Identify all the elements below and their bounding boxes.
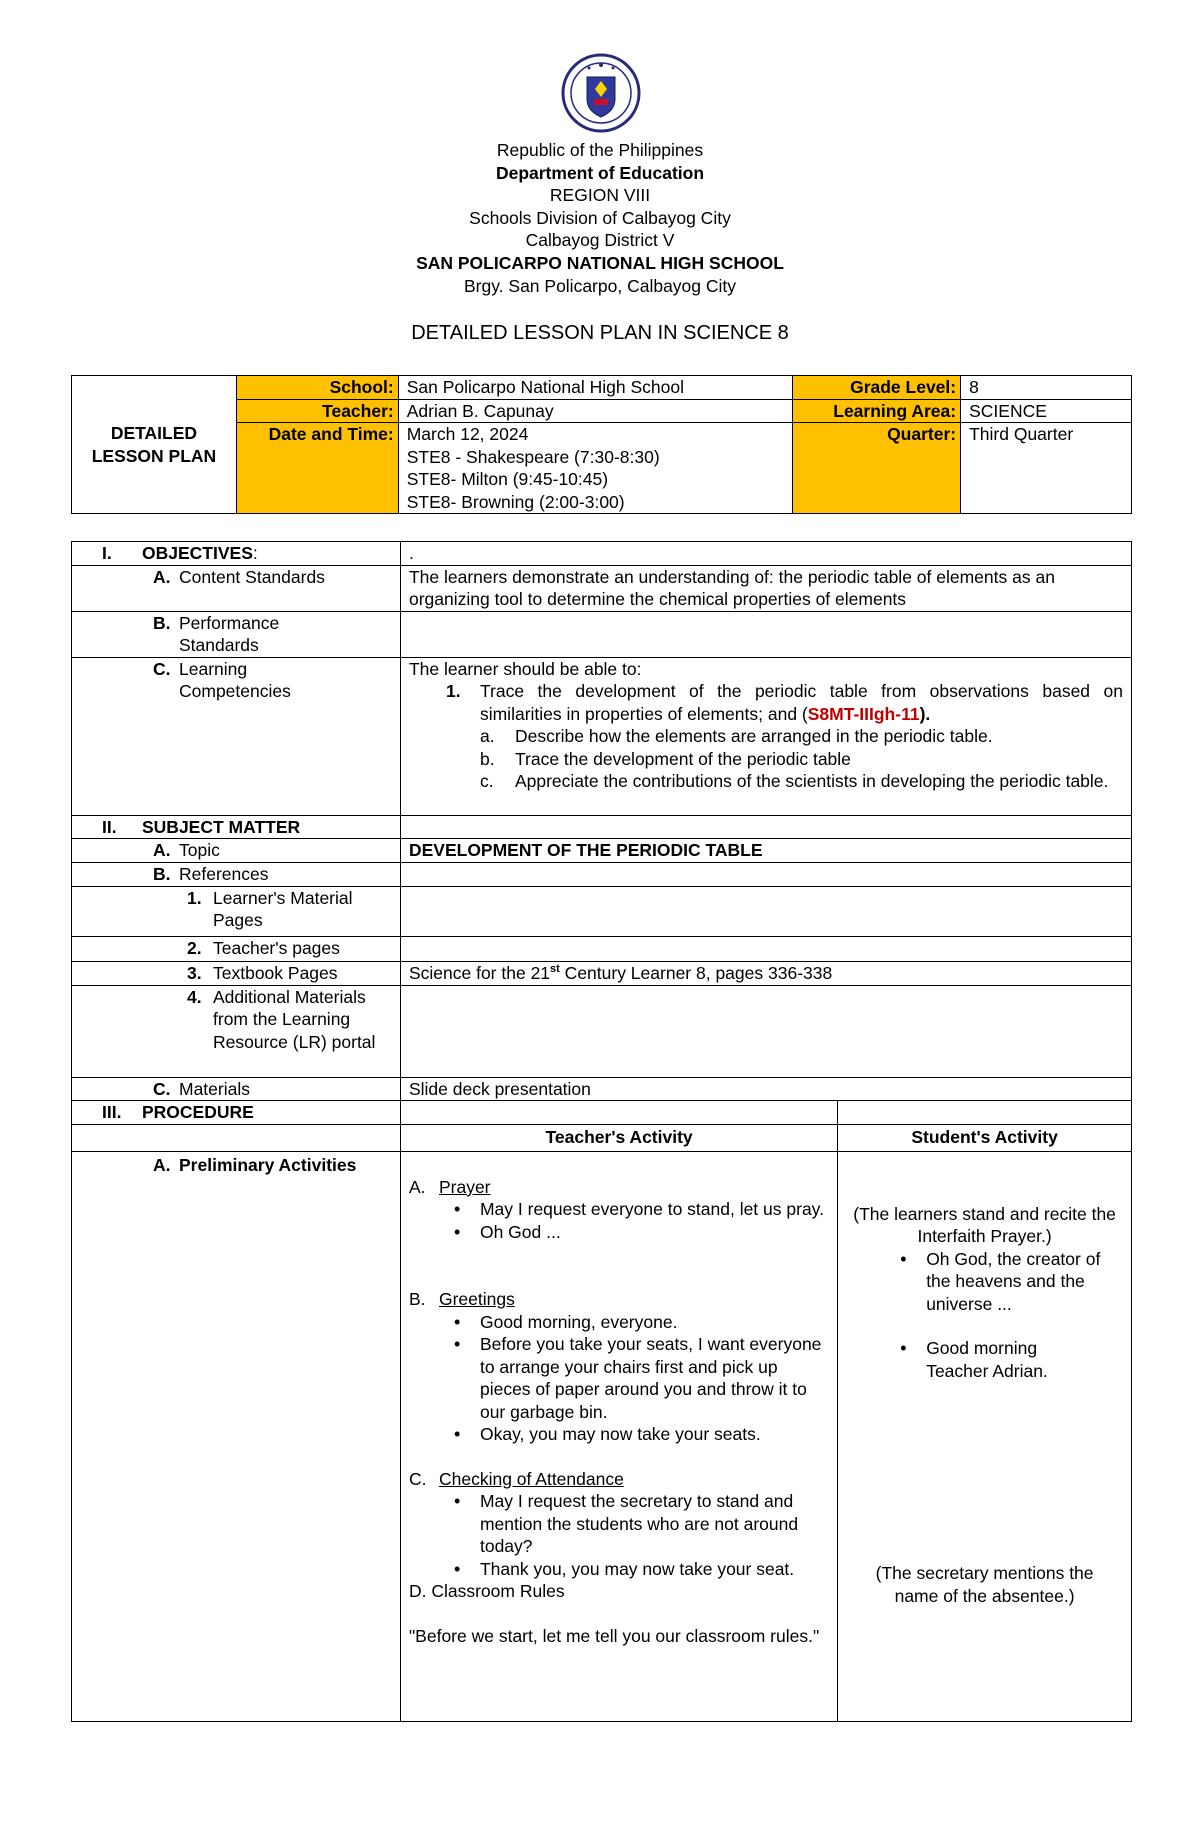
preliminary-activities-label bbox=[72, 1151, 401, 1721]
references-letter: B. bbox=[153, 864, 171, 884]
list-item: • Before you take your seats, I want everyone to arrange your chairs first and pick up pieces of paper around you and throw it to our garbage bin. bbox=[440, 1333, 829, 1423]
competency-close: ). bbox=[919, 703, 931, 724]
content-standards-letter: A. bbox=[153, 566, 171, 587]
list-item: • Oh God ... bbox=[440, 1221, 829, 1244]
student-activity-head: Student's Activity bbox=[838, 1124, 1132, 1151]
procedure-blank-student bbox=[838, 1101, 1132, 1125]
references-value bbox=[400, 863, 1131, 887]
list-item: • Good morning, everyone. bbox=[440, 1311, 829, 1334]
procedure-heading bbox=[72, 1101, 401, 1125]
header-line-district: Calbayog District V bbox=[525, 230, 675, 250]
materials-letter: C. bbox=[153, 1078, 171, 1099]
topic-letter: A. bbox=[153, 840, 171, 860]
textbook-pages-num: 3. bbox=[187, 962, 202, 983]
area-value: SCIENCE bbox=[961, 399, 1132, 423]
school-value: San Policarpo National High School bbox=[398, 376, 793, 400]
competency-text bbox=[480, 680, 1123, 725]
greetings-title: Greetings bbox=[438, 1289, 515, 1309]
rules-heading: D. Classroom Rules bbox=[408, 1581, 565, 1601]
objectives-value: . bbox=[400, 542, 1131, 566]
attendance-heading bbox=[409, 1468, 829, 1491]
greetings-heading bbox=[409, 1288, 829, 1311]
page-title: DETAILED LESSON PLAN IN SCIENCE 8 bbox=[411, 322, 789, 344]
prayer-title: Prayer bbox=[438, 1176, 491, 1197]
activity-head-blank bbox=[72, 1124, 401, 1151]
additional-materials-num: 4. bbox=[187, 986, 202, 1007]
procedure-blank-teacher bbox=[400, 1101, 837, 1125]
performance-standards-letter: B. bbox=[153, 612, 171, 633]
header-line-address: Brgy. San Policarpo, Calbayog City bbox=[463, 276, 737, 296]
preliminary-text: Preliminary Activities bbox=[179, 1154, 357, 1175]
student-prayer-note: (The learners stand and recite the Interfaith Prayer.) bbox=[853, 1203, 1116, 1246]
learning-competencies-label bbox=[72, 657, 401, 815]
greetings-letter: B. bbox=[408, 1289, 426, 1309]
info-table bbox=[71, 375, 1132, 514]
attendance-letter: C. bbox=[408, 1468, 427, 1489]
sub-objective-text: Describe how the elements are arranged in the periodic table. bbox=[514, 726, 993, 746]
sub-objective-letter: b. bbox=[479, 748, 495, 769]
subject-num: II. bbox=[102, 816, 117, 837]
greetings-list bbox=[409, 1311, 829, 1446]
textbook-pages-label bbox=[72, 961, 401, 985]
teacher-activity-head: Teacher's Activity bbox=[400, 1124, 837, 1151]
student-greeting-list bbox=[846, 1337, 1123, 1382]
list-item: • May I request the secretary to stand and mention the students who are not around today? bbox=[440, 1490, 829, 1558]
teacher-value: Adrian B. Capunay bbox=[398, 399, 793, 423]
date-label: Date and Time: bbox=[236, 423, 398, 514]
date-line: STE8 - Shakespeare (7:30-8:30) bbox=[406, 446, 660, 467]
list-item: • Good morning Teacher Adrian. bbox=[886, 1337, 1123, 1382]
quarter-value: Third Quarter bbox=[961, 423, 1132, 514]
info-label: DETAILED LESSON PLAN bbox=[72, 376, 237, 514]
learners-material-value bbox=[400, 886, 1131, 936]
prayer-list bbox=[409, 1198, 829, 1243]
performance-standards-text: Performance Standards bbox=[179, 612, 280, 655]
objectives-colon: : bbox=[252, 543, 258, 563]
references-text: References bbox=[179, 864, 269, 884]
prayer-heading bbox=[409, 1176, 829, 1199]
teachers-pages-value bbox=[400, 936, 1131, 961]
content-standards-text: Content Standards bbox=[179, 566, 325, 587]
student-prayer-list bbox=[846, 1248, 1123, 1316]
topic-value: DEVELOPMENT OF THE PERIODIC TABLE bbox=[400, 839, 1131, 863]
list-item: • Okay, you may now take your seats. bbox=[440, 1423, 829, 1446]
learners-material-text: Learner's Material Pages bbox=[213, 887, 353, 930]
learning-competencies-text: Learning Competencies bbox=[179, 658, 291, 701]
quarter-label: Quarter: bbox=[793, 423, 961, 514]
header-line-school: SAN POLICARPO NATIONAL HIGH SCHOOL bbox=[416, 253, 784, 273]
competency-num: 1. bbox=[445, 681, 461, 701]
learners-material-num: 1. bbox=[187, 887, 202, 908]
topic-text: Topic bbox=[179, 840, 220, 860]
procedure-title: PROCEDURE bbox=[142, 1102, 254, 1122]
learners-material-label bbox=[72, 886, 401, 936]
content-standards-value: The learners demonstrate an understanding of: the periodic table of elements as an organizing tool to determine the chemical properties of elements bbox=[400, 565, 1131, 611]
lesson-table bbox=[71, 541, 1132, 1722]
student-activity-cell bbox=[838, 1151, 1132, 1721]
additional-materials-label bbox=[72, 985, 401, 1077]
date-line: STE8- Milton (9:45-10:45) bbox=[406, 469, 609, 489]
attendance-list bbox=[409, 1490, 829, 1580]
sub-objective-letter: a. bbox=[479, 726, 495, 746]
sub-objective-letter: c. bbox=[479, 771, 494, 791]
objectives-title: OBJECTIVES bbox=[142, 543, 253, 563]
textbook-pages-value bbox=[400, 961, 1131, 985]
header-line-region: REGION VIII bbox=[549, 185, 651, 205]
references-label bbox=[72, 863, 401, 887]
subject-value bbox=[400, 815, 1131, 839]
header-line-division: Schools Division of Calbayog City bbox=[469, 208, 731, 228]
subject-heading bbox=[72, 815, 401, 839]
additional-materials-value bbox=[400, 985, 1131, 1077]
competency-item: Trace the development of the periodic table from observations based on similarities in properties of elements; and ( bbox=[479, 681, 1123, 724]
teacher-label: Teacher: bbox=[236, 399, 398, 423]
teacher-activity-cell bbox=[400, 1151, 837, 1721]
grade-label: Grade Level: bbox=[793, 376, 961, 400]
date-line: March 12, 2024 bbox=[406, 424, 529, 444]
grade-value: 8 bbox=[961, 376, 1132, 400]
deped-seal bbox=[561, 53, 641, 133]
materials-label bbox=[72, 1077, 401, 1101]
objectives-heading bbox=[72, 542, 401, 566]
textbook-sup: st bbox=[550, 962, 560, 975]
competencies-intro: The learner should be able to: bbox=[408, 658, 642, 679]
list-item: • Oh God, the creator of the heavens and the universe ... bbox=[886, 1248, 1123, 1316]
procedure-num: III. bbox=[102, 1102, 122, 1122]
sub-objective-text: Trace the development of the periodic table bbox=[514, 748, 851, 769]
list-item: • May I request everyone to stand, let us pray. bbox=[440, 1198, 829, 1221]
teachers-pages-num: 2. bbox=[187, 937, 202, 958]
rules-quote: "Before we start, let me tell you our classroom rules." bbox=[408, 1625, 820, 1646]
teachers-pages-label bbox=[72, 936, 401, 961]
content-standards-label bbox=[72, 565, 401, 611]
additional-materials-text: Additional Materials from the Learning Resource (LR) portal bbox=[213, 986, 376, 1052]
header-line-department: Department of Education bbox=[495, 163, 705, 183]
textbook-post: Century Learner 8, pages 336-338 bbox=[559, 962, 833, 983]
prayer-letter: A. bbox=[408, 1176, 426, 1197]
header-line-republic: Republic of the Philippines bbox=[496, 140, 704, 160]
student-attendance-note: (The secretary mentions the name of the absentee.) bbox=[875, 1563, 1094, 1606]
date-line: STE8- Browning (2:00-3:00) bbox=[406, 491, 625, 512]
preliminary-letter: A. bbox=[153, 1154, 171, 1175]
textbook-pre: Science for the 21 bbox=[408, 962, 551, 983]
teachers-pages-text: Teacher's pages bbox=[213, 937, 340, 958]
performance-standards-value bbox=[400, 611, 1131, 657]
competency-code: S8MT-IIIgh-11 bbox=[807, 703, 920, 724]
school-label: School: bbox=[236, 376, 398, 400]
objectives-num: I. bbox=[102, 543, 112, 563]
date-value bbox=[398, 423, 793, 514]
attendance-title: Checking of Attendance bbox=[438, 1468, 624, 1489]
materials-text: Materials bbox=[179, 1078, 250, 1099]
learning-competencies-value bbox=[400, 657, 1131, 815]
area-label: Learning Area: bbox=[793, 399, 961, 423]
list-item: • Thank you, you may now take your seat. bbox=[440, 1558, 829, 1581]
topic-label bbox=[72, 839, 401, 863]
textbook-pages-text: Textbook Pages bbox=[213, 962, 338, 983]
sub-objective-text: Appreciate the contributions of the scientists in developing the periodic table. bbox=[514, 771, 1109, 791]
materials-value: Slide deck presentation bbox=[400, 1077, 1131, 1101]
performance-standards-label bbox=[72, 611, 401, 657]
subject-title: SUBJECT MATTER bbox=[142, 816, 301, 837]
learning-competencies-letter: C. bbox=[153, 658, 171, 679]
